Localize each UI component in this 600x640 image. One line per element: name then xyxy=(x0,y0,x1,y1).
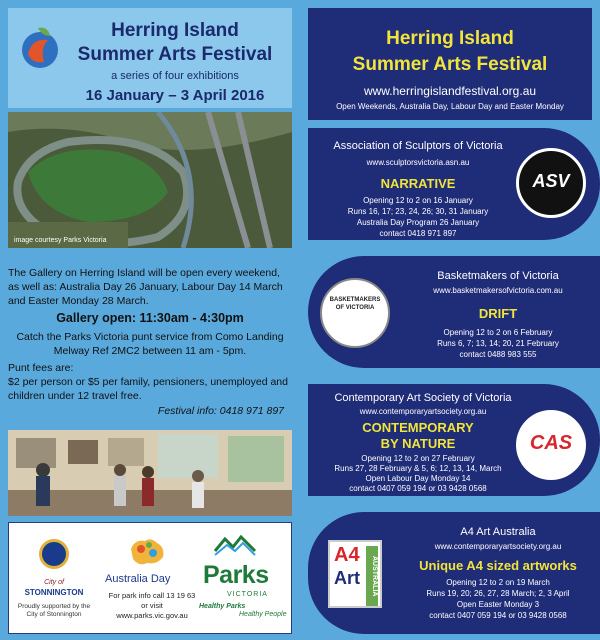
festival-url[interactable]: www.herringislandfestival.org.au xyxy=(363,84,537,98)
festival-title-line2: Summer Arts Festival xyxy=(77,44,273,65)
a4-logo-australia: AUSTRALIA xyxy=(366,546,378,606)
exhibition-site[interactable]: www.contemporaryartsociety.org.au xyxy=(359,407,487,416)
exhibition-detail: contact 0418 971 897 xyxy=(379,229,457,238)
exhibition-asv xyxy=(308,128,600,240)
exhibition-detail: Open Easter Monday 3 xyxy=(456,600,540,609)
asv-logo-text: ASV xyxy=(532,171,570,191)
exhibition-detail: Runs 16, 17; 23, 24, 26; 30, 31 January xyxy=(347,207,489,216)
exhibition-detail: Opening 12 to 2 on 27 February xyxy=(361,454,475,463)
exhibition-detail: contact 0488 983 555 xyxy=(459,350,537,359)
right-panel xyxy=(300,0,600,640)
a4-logo-a4: A4 xyxy=(334,544,360,566)
festival-title-line1: Herring Island xyxy=(111,20,239,41)
cas-logo-icon xyxy=(516,410,586,480)
stonnington-crest-icon xyxy=(39,539,69,569)
exhibition-detail: Opening 12 to 2 on 16 January xyxy=(363,196,473,205)
festival-info-phone: Festival info: 0418 971 897 xyxy=(157,405,284,417)
exhibition-detail: contact 0407 059 194 or 03 9428 0568 xyxy=(429,611,567,620)
exhibition-cas xyxy=(308,384,600,496)
parks-victoria-subtext: VICTORIA xyxy=(227,591,268,598)
cas-logo-text: CAS xyxy=(529,432,573,454)
parks-tagline-2: Healthy People xyxy=(239,611,287,618)
exhibition-title: NARRATIVE xyxy=(380,176,456,191)
aerial-photo xyxy=(8,112,292,248)
punt-fees-label: Punt fees are: xyxy=(8,362,74,374)
parks-tagline-1: Healthy Parks xyxy=(199,603,246,610)
festival-header xyxy=(8,8,292,108)
exhibition-org: Contemporary Art Society of Victoria xyxy=(334,392,512,404)
park-info: For park info call 13 19 63 or visit www.parks.vic.gov.au xyxy=(108,591,196,620)
a4-logo-icon xyxy=(328,540,382,608)
exhibition-a4 xyxy=(308,512,600,634)
festival-logo-icon xyxy=(18,24,62,72)
exhibition-detail: Opening 12 to 2 on 6 February xyxy=(443,328,553,337)
right-title-line1: Herring Island xyxy=(386,28,514,49)
exhibition-title-line2: BY NATURE xyxy=(380,436,456,451)
exhibition-site[interactable]: www.basketmakersofvictoria.com.au xyxy=(433,286,563,295)
festival-open-days: Open Weekends, Australia Day, Labour Day and Easter Monday xyxy=(336,102,564,111)
stonnington-city-of: City of xyxy=(44,579,64,586)
basketmakers-logo-text: BASKETMAKERS OF VICTORIA xyxy=(329,297,381,311)
australia-map-icon xyxy=(127,535,167,569)
basketmakers-logo-icon xyxy=(320,278,390,348)
exhibition-detail: contact 0407 059 194 or 03 9428 0568 xyxy=(349,484,487,493)
festival-dates: 16 January – 3 April 2016 xyxy=(85,87,265,104)
photo-credit: image courtesy Parks Victoria xyxy=(14,237,107,244)
asv-logo-icon xyxy=(516,148,586,218)
festival-subtitle: a series of four exhibitions xyxy=(111,70,239,82)
a4-logo-art: Art xyxy=(334,568,360,588)
right-header xyxy=(308,8,592,120)
australia-day-logo: Australia Day xyxy=(105,573,171,585)
stonnington-name: STONNINGTON xyxy=(24,588,84,597)
exhibition-detail: Runs 19, 20; 26, 27, 28 March; 2, 3 April xyxy=(426,589,570,598)
exhibition-detail: Opening 12 to 2 on 19 March xyxy=(446,578,550,587)
exhibition-basketmakers xyxy=(308,256,600,368)
stonnington-support: Proudly supported by the City of Stonnington xyxy=(17,603,91,618)
exhibition-title-line1: CONTEMPORARY xyxy=(362,420,474,435)
gallery-open-info: The Gallery on Herring Island will be open every weekend, as well as: Australia Day 26 January, Labour Day 14 March and Easter Monday 28 March. xyxy=(8,267,283,307)
exhibition-detail: Runs 6, 7; 13, 14; 20, 21 February xyxy=(437,339,559,348)
right-title-line2: Summer Arts Festival xyxy=(352,54,548,75)
punt-info: Catch the Parks Victoria punt service from Como Landing Melway Ref 2MC2 between 11 am - 5pm. xyxy=(16,331,284,357)
gallery-photo-image xyxy=(8,430,292,516)
gallery-photo xyxy=(8,430,292,516)
exhibition-detail: Runs 27, 28 February & 5, 6; 12, 13, 14, March xyxy=(334,464,502,473)
punt-fees: $2 per person or $5 per family, pensioners, unemployed and children under 12 travel free. xyxy=(8,376,288,402)
exhibition-org: Basketmakers of Victoria xyxy=(437,270,559,282)
aerial-photo-image xyxy=(8,112,292,248)
parks-victoria-logo: Parks xyxy=(203,561,269,589)
exhibition-site[interactable]: www.contemporaryartsociety.org.au xyxy=(434,542,562,551)
exhibition-site[interactable]: www.sculptorsvictoria.asn.au xyxy=(366,158,470,167)
exhibition-org: Association of Sculptors of Victoria xyxy=(333,140,503,152)
exhibition-detail: Australia Day Program 26 January xyxy=(356,218,480,227)
parks-mountains-icon xyxy=(213,533,257,557)
exhibition-detail: Open Labour Day Monday 14 xyxy=(365,474,471,483)
gallery-hours: Gallery open: 11:30am - 4:30pm xyxy=(56,311,244,325)
exhibition-title: Unique A4 sized artworks xyxy=(419,558,577,573)
sponsors-box xyxy=(8,522,292,634)
exhibition-title: DRIFT xyxy=(478,306,518,321)
exhibition-org: A4 Art Australia xyxy=(460,526,536,538)
